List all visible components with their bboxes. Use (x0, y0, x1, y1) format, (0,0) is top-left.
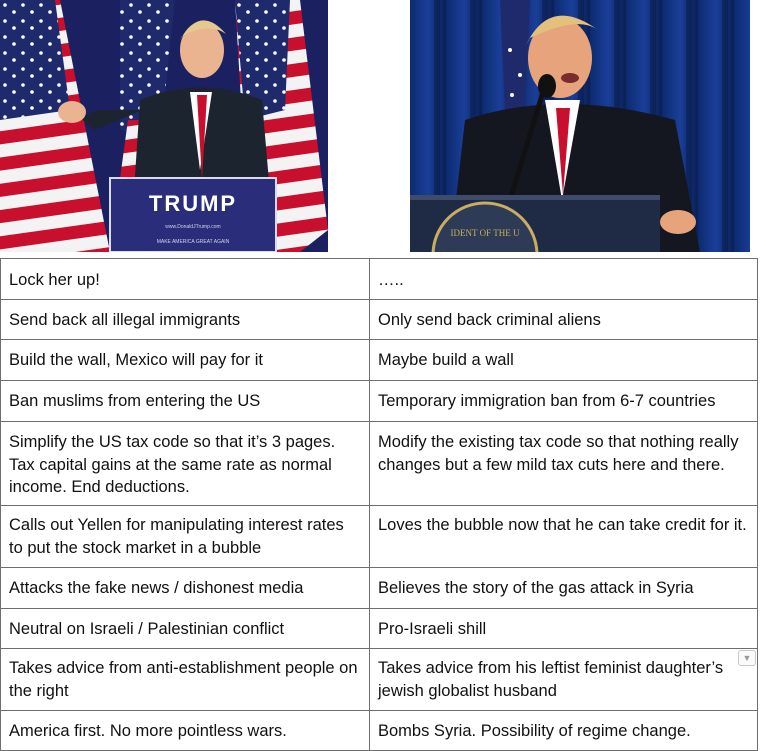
podium-photo-image (410, 0, 750, 252)
right-photo (410, 0, 750, 252)
table-row (1, 381, 758, 422)
table-row (1, 340, 758, 381)
table-row (1, 568, 758, 609)
table-cell-right: Maybe build a wall (370, 340, 758, 381)
table-row (1, 609, 758, 649)
table-cell-right: Pro-Israeli shill (370, 609, 758, 649)
comparison-table (0, 258, 758, 751)
table-cell-left: Attacks the fake news / dishonest media (1, 568, 370, 609)
podium-website-text: www.DonaldJTrump.com (165, 224, 221, 230)
podium-sign-text: TRUMP (148, 191, 238, 216)
rally-photo-image (0, 0, 328, 252)
photo-strip (0, 0, 768, 256)
table-cell-left: Ban muslims from entering the US (1, 381, 370, 422)
table-row (1, 259, 758, 300)
table-cell-right: Only send back criminal aliens (370, 300, 758, 340)
table-cell-right: Takes advice from his leftist feminist daughter’s jewish globalist husband (370, 649, 758, 711)
table-cell-right: ….. (370, 259, 758, 300)
table-cell-left: Takes advice from anti-establishment people on the right (1, 649, 370, 711)
left-photo (0, 0, 328, 252)
table-row (1, 506, 758, 568)
table-cell-left: Send back all illegal immigrants (1, 300, 370, 340)
table-cell-right: Modify the existing tax code so that nothing really changes but a few mild tax cuts here and there. (370, 422, 758, 506)
table-cell-right: Temporary immigration ban from 6-7 countries (370, 381, 758, 422)
table-row (1, 711, 758, 751)
podium-slogan-text: MAKE AMERICA GREAT AGAIN (156, 239, 230, 245)
table-cell-right: Loves the bubble now that he can take credit for it. (370, 506, 758, 568)
table-cell-right: Believes the story of the gas attack in Syria (370, 568, 758, 609)
table-cell-left: Lock her up! (1, 259, 370, 300)
table-cell-right: Bombs Syria. Possibility of regime change. (370, 711, 758, 751)
table-cell-left: Calls out Yellen for manipulating interest rates to put the stock market in a bubble (1, 506, 370, 568)
table-row (1, 649, 758, 711)
table-cell-left: Neutral on Israeli / Palestinian conflict (1, 609, 370, 649)
chevron-down-icon[interactable]: ▼ (738, 650, 756, 666)
seal-text: IDENT OF THE U (450, 228, 520, 238)
table-row (1, 300, 758, 340)
table-cell-left: Simplify the US tax code so that it’s 3 pages. Tax capital gains at the same rate as normal income. End deductions. (1, 422, 370, 506)
table-row (1, 422, 758, 506)
table-cell-left: America first. No more pointless wars. (1, 711, 370, 751)
table-cell-left: Build the wall, Mexico will pay for it (1, 340, 370, 381)
